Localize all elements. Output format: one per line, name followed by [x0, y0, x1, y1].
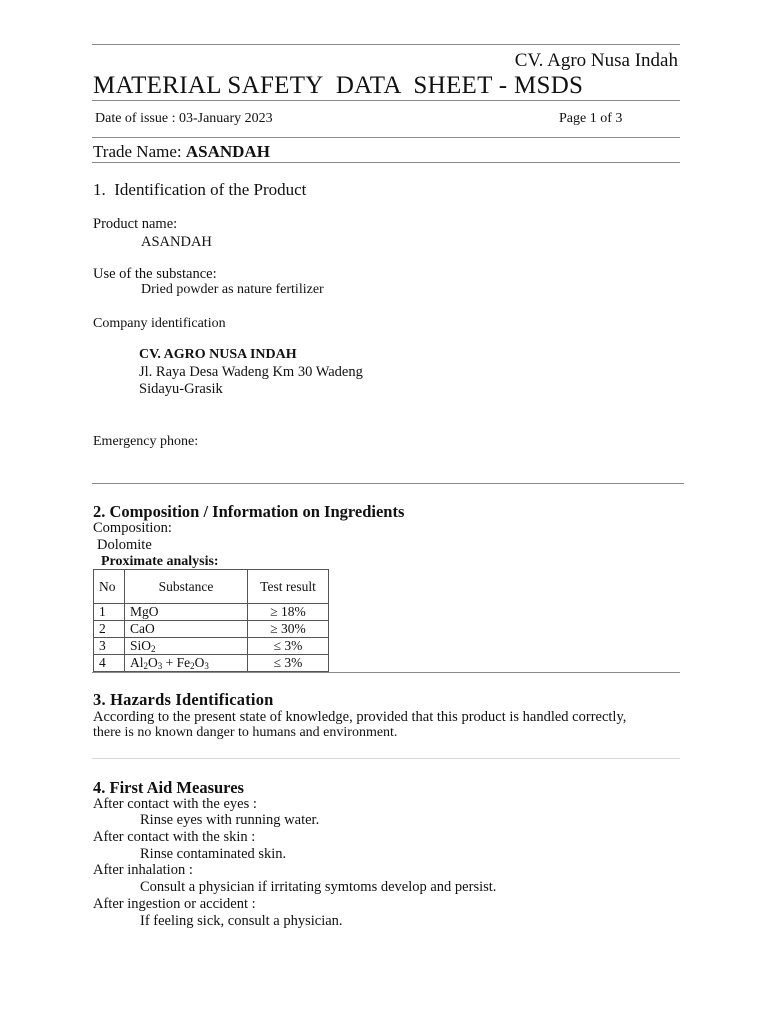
company-address-2: Sidayu-Grasik — [139, 381, 223, 397]
page-number: Page 1 of 3 — [559, 111, 623, 126]
eyes-value: Rinse eyes with running water. — [140, 812, 320, 828]
hazards-line-2: there is no known danger to humans and environment. — [93, 725, 398, 740]
product-name-label: Product name: — [93, 216, 178, 232]
trade-name — [93, 142, 270, 162]
skin-label: After contact with the skin : — [93, 829, 256, 845]
table-cell-no: 2 — [94, 621, 125, 638]
table-cell-no: 3 — [94, 638, 125, 655]
proximate-analysis-table — [93, 569, 329, 672]
table-cell-result: ≥ 30% — [248, 621, 329, 638]
composition-value: Dolomite — [97, 537, 152, 553]
table-cell-result: ≤ 3% — [248, 638, 329, 655]
use-value: Dried powder as nature fertilizer — [141, 282, 324, 297]
use-label: Use of the substance: — [93, 266, 217, 282]
table-header-no: No — [94, 570, 125, 604]
table-row — [94, 604, 329, 621]
table-cell-no: 1 — [94, 604, 125, 621]
proximate-analysis-label: Proximate analysis: — [101, 554, 219, 569]
company-id-name: CV. AGRO NUSA INDAH — [139, 347, 297, 362]
table-row — [94, 621, 329, 638]
table-cell-substance: CaO — [125, 621, 248, 638]
trade-name-value: ASANDAH — [185, 142, 270, 161]
table-header-row — [94, 570, 329, 604]
top-rule — [92, 44, 680, 45]
inhalation-label: After inhalation : — [93, 862, 193, 878]
title-rule — [92, 100, 680, 101]
hazards-line-1: According to the present state of knowledge, provided that this product is handled correctly, — [93, 709, 627, 725]
table-header-substance: Substance — [125, 570, 248, 604]
company-id-label: Company identification — [93, 316, 226, 331]
trade-rule — [92, 162, 680, 163]
formula-part: SiO — [130, 638, 152, 653]
formula-subscript: 3 — [157, 661, 163, 671]
formula-part: O — [148, 655, 158, 670]
section1-heading: 1. Identification of the Product — [93, 180, 307, 199]
table-cell-substance — [125, 655, 248, 672]
emergency-phone-label: Emergency phone: — [93, 434, 199, 449]
table-cell-substance: MgO — [125, 604, 248, 621]
formula-part: O — [194, 655, 205, 670]
table-cell-result: ≤ 3% — [248, 655, 329, 672]
product-name-value: ASANDAH — [141, 234, 212, 250]
section3-heading: 3. Hazards Identification — [93, 690, 274, 709]
composition-label: Composition: — [93, 520, 172, 536]
section4-heading: 4. First Aid Measures — [93, 778, 244, 797]
ingestion-label: After ingestion or accident : — [93, 896, 256, 912]
issue-rule — [92, 137, 680, 138]
table-cell-result: ≥ 18% — [248, 604, 329, 621]
company-name-header: CV. Agro Nusa Indah — [514, 50, 678, 71]
section2-rule — [92, 672, 680, 673]
section2-heading: 2. Composition / Information on Ingredients — [93, 502, 405, 521]
formula-subscript: 3 — [204, 661, 209, 671]
trade-name-label: Trade Name: — [93, 142, 182, 161]
table-header-test-result: Test result — [248, 570, 329, 604]
formula-subscript: 2 — [151, 644, 156, 654]
formula-part: + Fe — [162, 655, 191, 670]
company-address-1: Jl. Raya Desa Wadeng Km 30 Wadeng — [139, 364, 363, 380]
formula-subscript: 2 — [143, 661, 148, 671]
formula-subscript: 2 — [190, 661, 195, 671]
date-of-issue: Date of issue : 03-January 2023 — [95, 111, 273, 126]
section1-rule — [92, 483, 684, 484]
table-row — [94, 638, 329, 655]
ingestion-value: If feeling sick, consult a physician. — [140, 913, 343, 929]
formula-part: Al — [130, 655, 144, 670]
table-row — [94, 655, 329, 672]
skin-value: Rinse contaminated skin. — [140, 846, 287, 862]
eyes-label: After contact with the eyes : — [93, 796, 257, 812]
inhalation-value: Consult a physician if irritating symtoms develop and persist. — [140, 879, 497, 895]
table-cell-substance — [125, 638, 248, 655]
section3-rule — [92, 758, 680, 759]
document-title: MATERIAL SAFETY DATA SHEET - MSDS — [93, 72, 584, 99]
table-cell-no: 4 — [94, 655, 125, 672]
